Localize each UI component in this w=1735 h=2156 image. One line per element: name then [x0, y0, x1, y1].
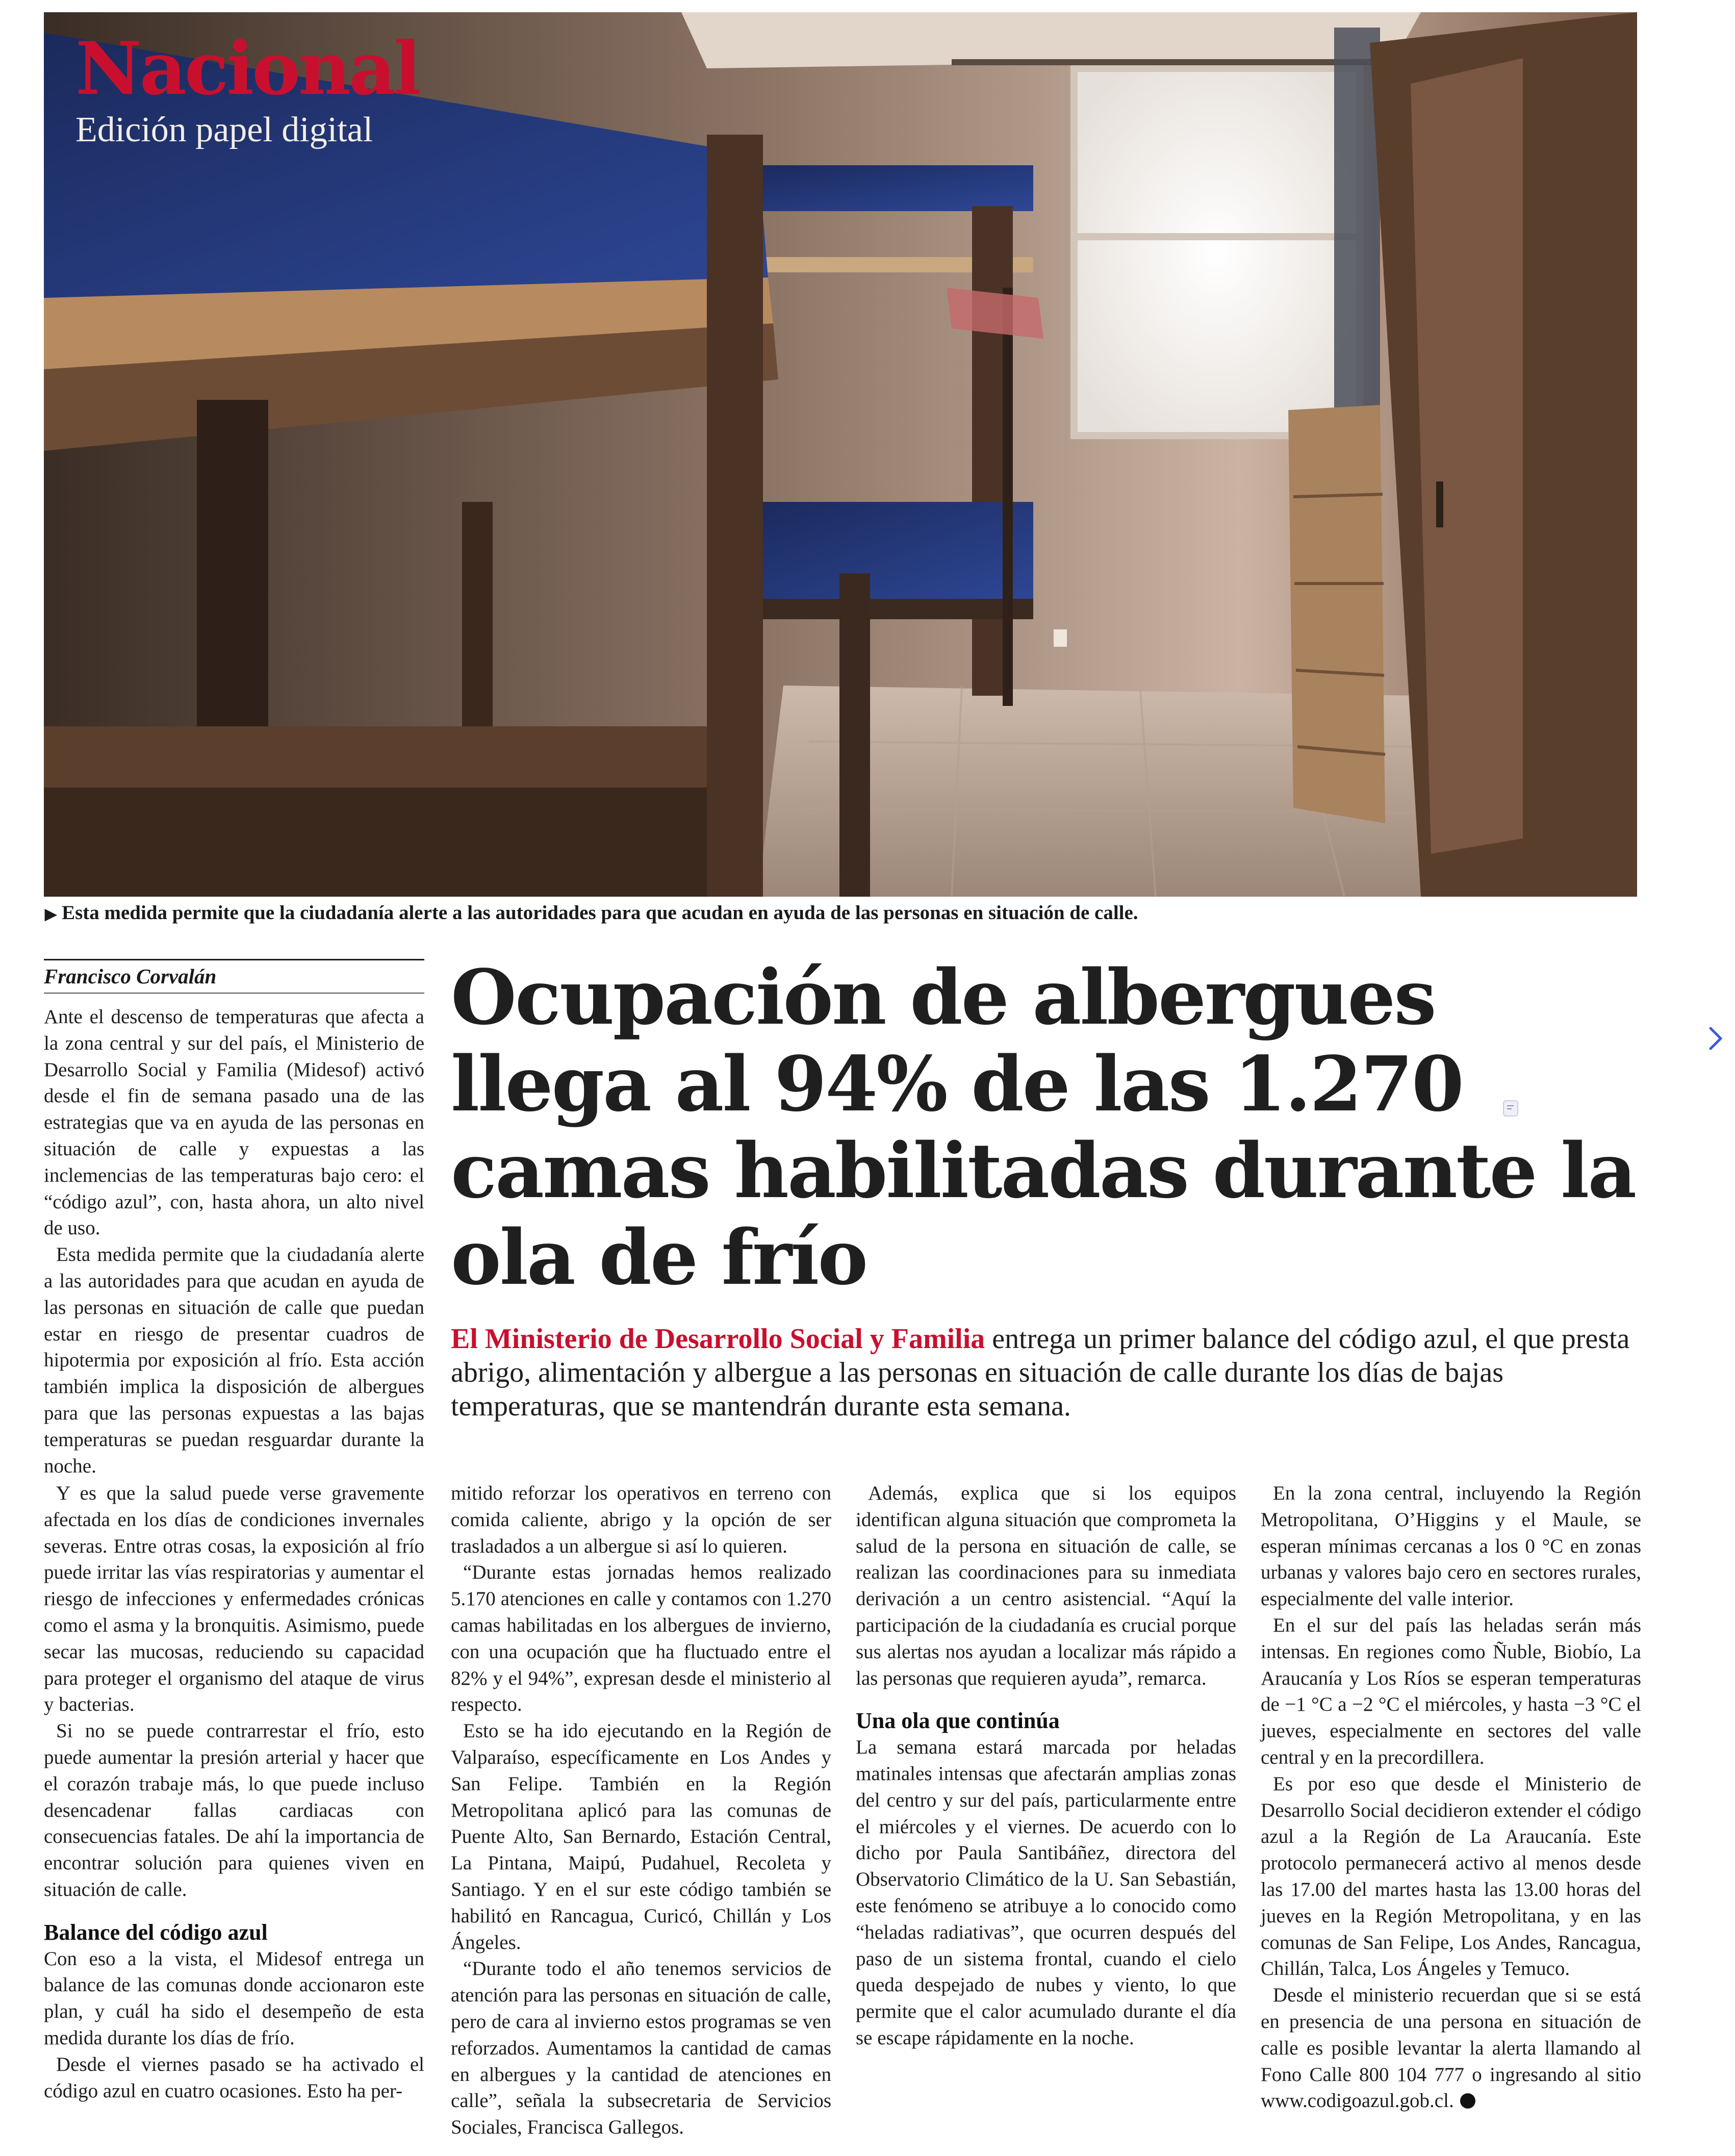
edition-label: Edición papel digital: [75, 110, 373, 149]
byline: Francisco Corvalán: [44, 965, 217, 988]
body-paragraph: Además, explica que si los equipos identifican alguna situación que comprometa la salud de la persona en situación de calle, se realizan las coordinaciones para su inmediata derivación a un centro asistencial. “Aquí la participación de la ciudadanía es crucial porque sus alertas nos ayudan a localizar más rápido a las personas que requieren ayuda”, remarca.: [856, 1482, 1236, 1689]
note-icon: [1502, 1100, 1519, 1117]
photo-caption: [45, 901, 1638, 924]
next-page-button[interactable]: [1703, 1022, 1728, 1055]
caption-text: Esta medida permite que la ciudadanía alerte a las autoridades para que acudan en ayuda de las personas en situación de calle.: [62, 902, 1138, 924]
body-paragraph: Con eso a la vista, el Midesof entrega un balance de las comunas donde accionaron este plan, y cuál ha sido el desempeño de esta medida durante los días de frío.: [44, 1947, 424, 2049]
body-paragraph: Si no se puede contrarrestar el frío, esto puede aumentar la presión arterial y hacer que el corazón trabaje más, lo que puede incluso desencadenar fallas cardiacas con consecuencias fatales. De ahí la importancia de encontrar solución para quienes viven en situación de calle.: [44, 1720, 424, 1900]
section-name: Nacional: [75, 27, 420, 111]
body-paragraph: Desde el viernes pasado se ha activado el código azul en cuatro ocasiones. Esto ha per-: [44, 2053, 424, 2102]
section-header: [75, 27, 420, 149]
final-text: Desde el ministerio recuerdan que si se está en presencia de una persona en situación de calle es posible levantar la alerta llamando al Fono Calle 800 104 777 o ingresando al sitio www.codigoazul.gob.cl.: [1261, 1984, 1641, 2112]
column-1-intro: [44, 1004, 424, 1480]
triangle-right-icon: ▶: [45, 906, 57, 923]
article-photo: [44, 12, 1637, 897]
byline-bottom-rule: [44, 993, 424, 994]
body-paragraph: Esta medida permite que la ciudadanía alerte a las autoridades para que acudan en ayuda de las personas en situación de calle que puedan estar en riesgo de presentar cuadros de hipotermia por exposición al frío. Esta acción también implica la disposición de albergues para que las personas expuestas a las bajas temperaturas se puedan resguardar durante la noche.: [44, 1244, 424, 1477]
column-4: [1261, 1480, 1641, 2128]
lead-paragraph: [451, 1322, 1639, 1423]
body-paragraph: Esto se ha ido ejecutando en la Región de Valparaíso, específicamente en Los Andes y San Felipe. También en la Región Metropolitana aplicó para las comunas de Puente Alto, San Bernardo, Estación Central, La Pintana, Maipú, Pudahuel, Recoleta y Santiago. Y en el sur este código también se habilitó en Rancagua, Curicó, Chillán y Los Ángeles.: [451, 1720, 831, 1954]
body-paragraph: mitido reforzar los operativos en terreno con comida caliente, abrigo y la opción de ser trasladados a un albergue si así lo quieren.: [451, 1482, 831, 1557]
body-paragraph: En la zona central, incluyendo la Región Metropolitana, O’Higgins y el Maule, se esperan mínimas cercanas a los 0 °C en zonas urbanas y valores bajo cero en sectores rurales, especialmente del valle interior.: [1261, 1482, 1641, 1610]
subheading-ola: Una ola que continúa: [856, 1708, 1060, 1734]
lead-text: entrega un primer balance del código azul, el que presta abrigo, alimentación y albergue a las personas en situación de calle durante los días de bajas temperaturas, que se mantendrán durante esta semana.: [451, 1323, 1630, 1422]
chevron-right-icon: [1703, 1022, 1728, 1055]
note-button[interactable]: [1502, 1100, 1519, 1117]
body-paragraph: “Durante estas jornadas hemos realizado 5.170 atenciones en calle y contamos con 1.270 camas habilitadas en los albergues de invierno, con una ocupación que ha fluctuado entre el 82% y el 94%”, expresan desde el ministerio al respecto.: [451, 1561, 831, 1716]
body-paragraph: En el sur del país las heladas serán más intensas. En regiones como Ñuble, Biobío, La Araucanía y Los Ríos se esperan temperaturas de −1 °C a −2 °C el miércoles, y hasta −3 °C el jueves, especialmente en sectores del valle central y en la precordillera.: [1261, 1614, 1641, 1768]
body-paragraph: La semana estará marcada por heladas matinales intensas que afectarán amplias zonas del centro y sur del país, particularmente entre el miércoles y el viernes. De acuerdo con lo dicho por Paula Santibáñez, directora del Observatorio Climático de la U. San Sebastián, este fenómeno se atribuye a lo conocido como “heladas radiativas”, que ocurren después del paso de un sistema frontal, cuando el cielo queda despejado de nubes y viento, lo que permite que el calor acumulado durante el día se escape rápidamente en la noche.: [856, 1736, 1236, 2049]
column-1: [44, 1480, 424, 2128]
subheading-balance: Balance del código azul: [44, 1919, 268, 1945]
body-paragraph: Ante el descenso de temperaturas que afecta a la zona central y sur del país, el Ministerio de Desarrollo Social y Familia (Midesof) activó desde el fin de semana pasado una de las estrategias que va en ayuda de las personas en situación de calle y expuestas a las inclemencias de las temperaturas bajo cero: el “código azul”, con, hasta ahora, un alto nivel de uso.: [44, 1006, 424, 1239]
lead-emphasis: El Ministerio de Desarrollo Social y Familia: [451, 1323, 985, 1355]
body-paragraph: Es por eso que desde el Ministerio de Desarrollo Social decidieron extender el código azul a la Región de La Araucanía. Este protocolo permanecerá activo al menos desde las 17.00 del martes hasta las 13.00 horas del jueves en la Región Metropolitana, y en las comunas de San Felipe, Los Andes, Rancagua, Chillán, Talca, Los Ángeles y Temuco.: [1261, 1772, 1641, 1980]
column-2: [451, 1480, 831, 2139]
body-paragraph: Y es que la salud puede verse gravemente afectada en los días de condiciones invernales severas. Entre otras cosas, la exposición al frío puede irritar las vías respiratorias y aumentar el riesgo de infecciones y enfermedades crónicas como el asma y la bronquitis. Asimismo, puede secar las mucosas, reduciendo su capacidad para proteger el organismo del ataque de virus y bacterias.: [44, 1482, 424, 1716]
column-3: [856, 1480, 1236, 2128]
headline: Ocupación de albergues llega al 94% de las 1.270 camas habilitadas durante la ola de frío: [451, 953, 1636, 1302]
end-dot-icon: [1460, 2093, 1475, 2109]
body-paragraph: “Durante todo el año tenemos servicios de atención para las personas en situación de calle, pero de cara al invierno estos programas se ven reforzados. Aumentamos la cantidad de camas en albergues y la cantidad de atenciones en calle”, señala la subsecretaria de Servicios Sociales, Francisca Gallegos.: [451, 1958, 831, 2139]
body-paragraph-final: [1261, 1982, 1641, 2114]
byline-top-rule: [44, 959, 424, 960]
